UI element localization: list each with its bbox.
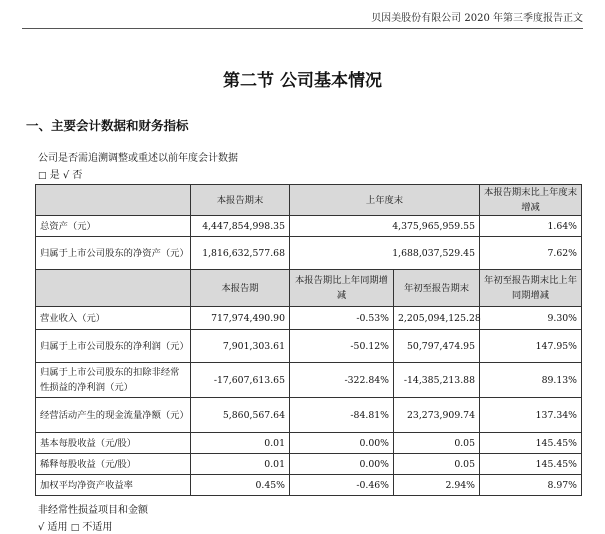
restatement-question: 公司是否需追溯调整或重述以前年度会计数据 xyxy=(38,153,238,164)
row-label: 经营活动产生的现金流量净额（元） xyxy=(36,398,191,433)
table-cell: 7.62% xyxy=(480,237,582,270)
table-cell: 4,375,965,959.55 xyxy=(290,216,480,237)
table-cell: 0.01 xyxy=(191,454,290,475)
answer-yes-label: 是 xyxy=(46,170,63,181)
table-cell: 89.13% xyxy=(480,363,582,398)
table-cell: -14,385,213.88 xyxy=(394,363,480,398)
row-label: 稀释每股收益（元/股） xyxy=(36,454,191,475)
table-cell: 1,688,037,529.45 xyxy=(290,237,480,270)
table-header-cell xyxy=(36,270,191,307)
checkmark-icon: √ xyxy=(62,170,70,181)
table-cell: 0.00% xyxy=(290,433,394,454)
table-header-cell: 年初至报告期末比上年同期增减 xyxy=(480,270,582,307)
table-cell: 0.05 xyxy=(394,454,480,475)
table-header-cell: 本报告期比上年同期增减 xyxy=(290,270,394,307)
row-label: 归属于上市公司股东的扣除非经常性损益的净利润（元） xyxy=(36,363,191,398)
table-header-cell xyxy=(36,185,191,216)
table-cell: -84.81% xyxy=(290,398,394,433)
table-header-cell: 上年度末 xyxy=(290,185,480,216)
running-header: 贝因美股份有限公司 2020 年第三季度报告正文 xyxy=(371,13,583,24)
table-row xyxy=(36,216,582,237)
row-label: 营业收入（元） xyxy=(36,307,191,330)
table-row xyxy=(36,363,582,398)
table-header-row xyxy=(36,185,582,216)
table-row xyxy=(36,454,582,475)
applicability-line xyxy=(38,518,112,533)
table-cell: 147.95% xyxy=(480,330,582,363)
table-cell: 2,205,094,125.28 xyxy=(394,307,480,330)
table-cell: 1,816,632,577.68 xyxy=(191,237,290,270)
row-label: 加权平均净资产收益率 xyxy=(36,475,191,496)
table-cell: -0.46% xyxy=(290,475,394,496)
row-label: 归属于上市公司股东的净资产（元） xyxy=(36,237,191,270)
table-cell: -50.12% xyxy=(290,330,394,363)
table-cell: 7,901,303.61 xyxy=(191,330,290,363)
table-row xyxy=(36,398,582,433)
table-header-cell: 年初至报告期末 xyxy=(394,270,480,307)
header-divider xyxy=(22,28,583,29)
checkmark-icon: √ xyxy=(38,522,45,533)
not-applicable-label: 不适用 xyxy=(79,522,113,533)
answer-no-label: 否 xyxy=(69,170,83,181)
table-cell: 23,273,909.74 xyxy=(394,398,480,433)
table-row xyxy=(36,330,582,363)
table-cell: 0.05 xyxy=(394,433,480,454)
applicable-label: 适用 xyxy=(44,522,71,533)
table-row xyxy=(36,433,582,454)
table-cell: 4,447,854,998.35 xyxy=(191,216,290,237)
table-cell: 717,974,490.90 xyxy=(191,307,290,330)
table-cell: 2.94% xyxy=(394,475,480,496)
table-cell: -17,607,613.65 xyxy=(191,363,290,398)
row-label: 归属于上市公司股东的净利润（元） xyxy=(36,330,191,363)
subsection-title: 一、主要会计数据和财务指标 xyxy=(26,118,189,133)
table-row xyxy=(36,237,582,270)
financial-data-table xyxy=(35,184,582,496)
restatement-answer xyxy=(38,166,82,181)
table-header-cell: 本报告期末 xyxy=(191,185,290,216)
table-cell: 0.00% xyxy=(290,454,394,475)
table-row xyxy=(36,475,582,496)
table-cell: 8.97% xyxy=(480,475,582,496)
table-cell: 5,860,567.64 xyxy=(191,398,290,433)
table-cell: 137.34% xyxy=(480,398,582,433)
table-header-cell: 本报告期末比上年度末增减 xyxy=(480,185,582,216)
table-cell: 9.30% xyxy=(480,307,582,330)
table-header-row xyxy=(36,270,582,307)
table-cell: 0.01 xyxy=(191,433,290,454)
table-cell: 50,797,474.95 xyxy=(394,330,480,363)
section-title: 第二节 公司基本情况 xyxy=(223,71,382,91)
table-cell: 145.45% xyxy=(480,454,582,475)
table-cell: 1.64% xyxy=(480,216,582,237)
non-recurring-note: 非经常性损益项目和金额 xyxy=(38,505,148,516)
table-cell: 145.45% xyxy=(480,433,582,454)
table-row xyxy=(36,307,582,330)
table-header-cell: 本报告期 xyxy=(191,270,290,307)
table-cell: -0.53% xyxy=(290,307,394,330)
checkbox-icon: □ xyxy=(38,171,47,181)
row-label: 基本每股收益（元/股） xyxy=(36,433,191,454)
table-cell: 0.45% xyxy=(191,475,290,496)
checkbox-icon: □ xyxy=(70,523,80,533)
table-cell: -322.84% xyxy=(290,363,394,398)
row-label: 总资产（元） xyxy=(36,216,191,237)
